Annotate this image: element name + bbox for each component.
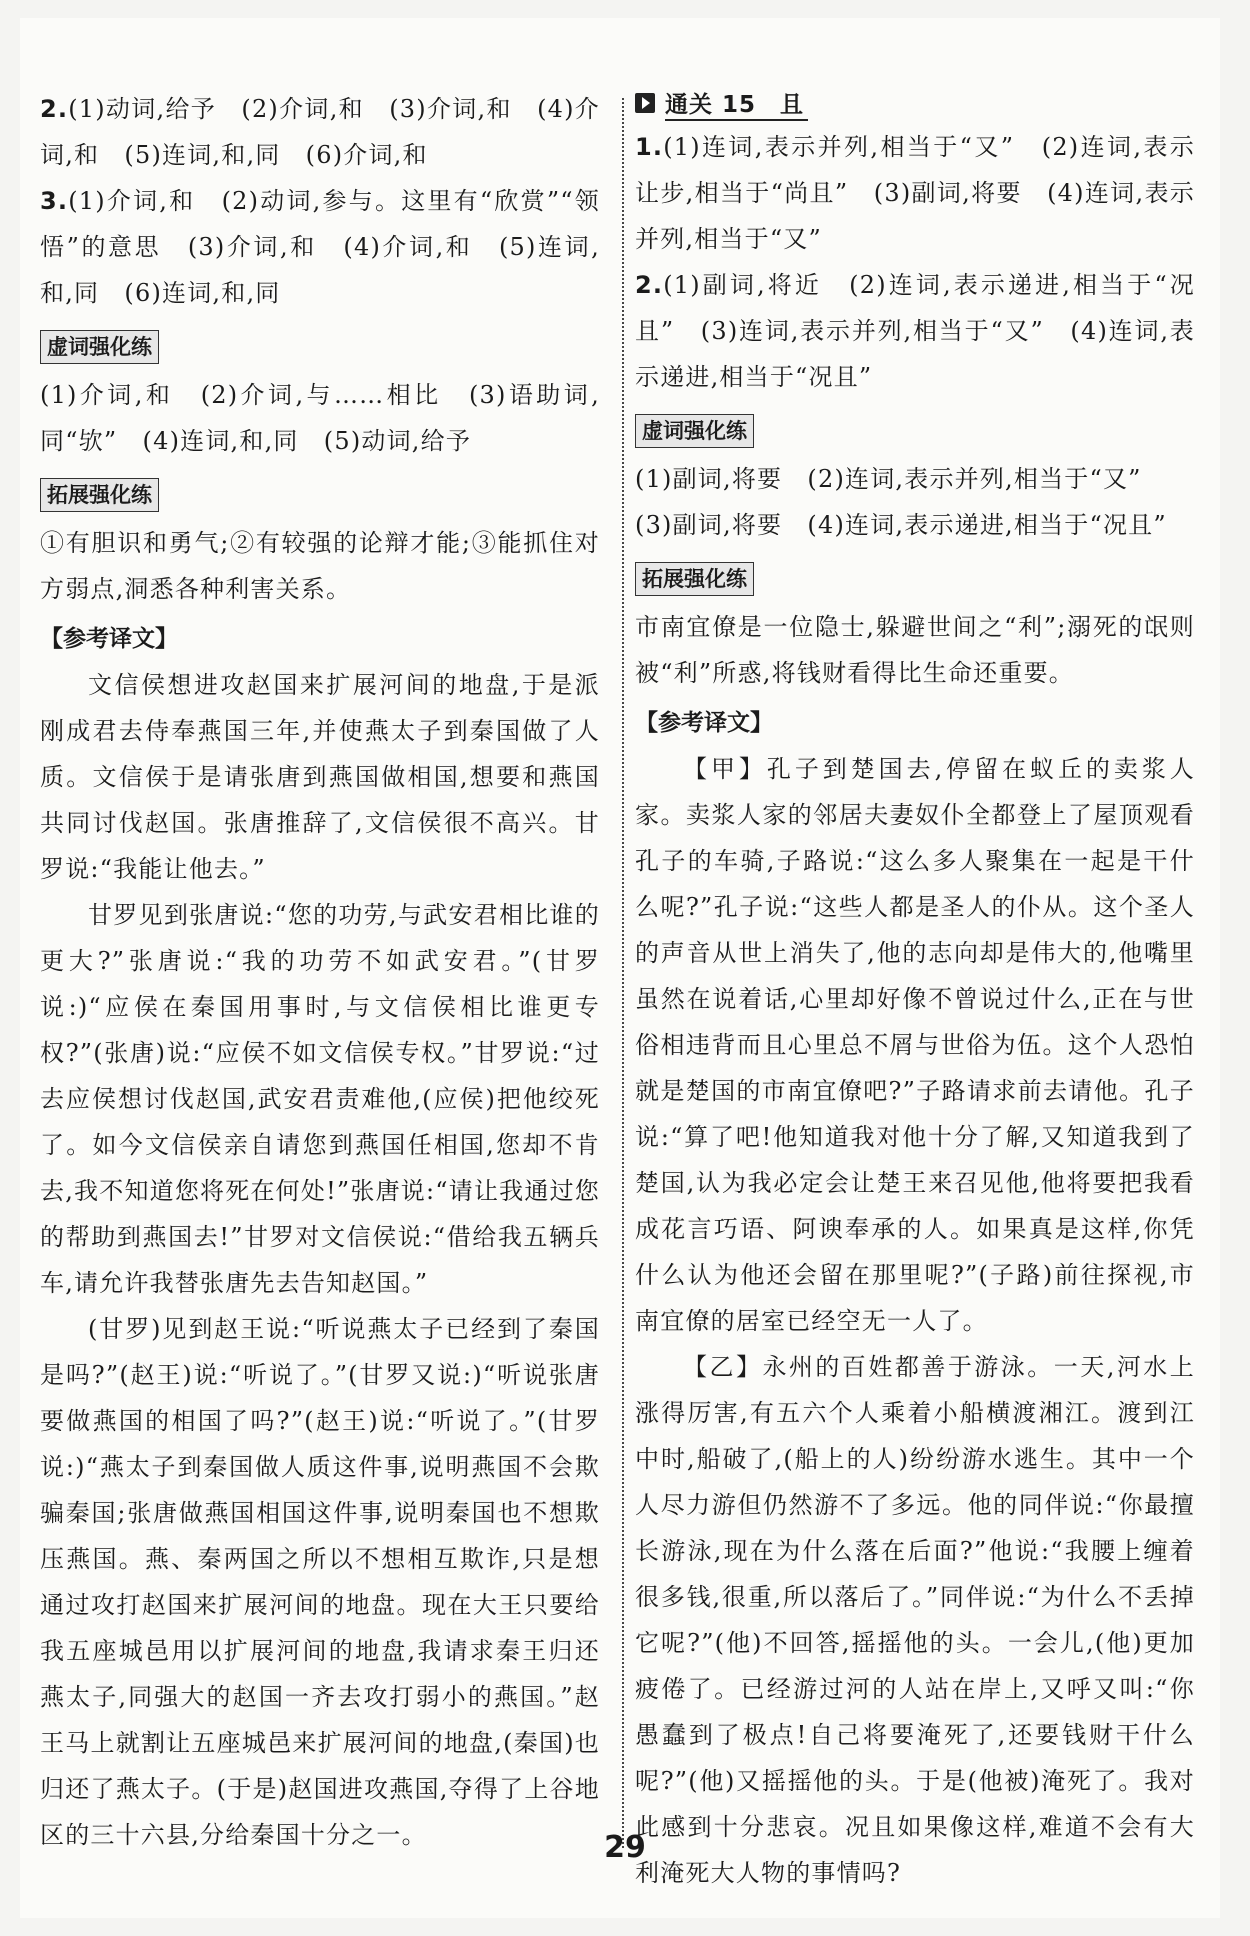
- answer-1: [635, 124, 1195, 262]
- xuci-practice-label: 虚词强化练: [635, 414, 754, 448]
- section-header: [635, 86, 1195, 120]
- play-icon: [635, 93, 655, 113]
- page: [20, 18, 1220, 1918]
- translation-paragraph: 【甲】孔子到楚国去,停留在蚁丘的卖浆人家。卖浆人家的邻居夫妻奴仆全都登上了屋顶观看孔子的车骑,子路说:“这么多人聚集在一起是干什么呢?”孔子说:“这些人都是圣人的仆从。这个圣人的声音从世上消失了,他的志向却是伟大的,他嘴里虽然在说着话,心里却好像不曾说过什么,正在与世俗相违背而且心里总不屑与世俗为伍。这个人恐怕就是楚国的市南宜僚吧?”子路请求前去请他。孔子说:“算了吧!他知道我对他十分了解,又知道我到了楚国,认为我必定会让楚王来召见他,他将要把我看成花言巧语、阿谀奉承的人。如果真是这样,你凭什么认为他还会留在那里呢?”(子路)前往探视,市南宜僚的居室已经空无一人了。: [635, 755, 1195, 1335]
- answer-text: (1)动词,给予 (2)介词,和 (3)介词,和 (4)介词,和 (5)连词,和,同 (6)介词,和: [40, 95, 600, 169]
- answer-text: (1)连词,表示并列,相当于“又” (2)连词,表示让步,相当于“尚且” (3)副词,将要 (4)连词,表示并列,相当于“又”: [635, 133, 1195, 253]
- answer-number: 3.: [40, 187, 69, 215]
- answer-text: (1)副词,将近 (2)连词,表示递进,相当于“况且” (3)连词,表示并列,相当于“又” (4)连词,表示递进,相当于“况且”: [635, 271, 1195, 391]
- answer-number: 2.: [40, 95, 69, 123]
- tuozhan-practice-answer: ①有胆识和勇气;②有较强的论辩才能;③能抓住对方弱点,洞悉各种利害关系。: [40, 529, 600, 603]
- reference-translation-label: 【参考译文】: [40, 626, 178, 652]
- left-column: [40, 86, 600, 1858]
- xuci-practice-answers: (1)介词,和 (2)介词,与……相比 (3)语助词,同“欤” (4)连词,和,同 (5)动词,给予: [40, 381, 600, 455]
- answer-text: (1)介词,和 (2)动词,参与。这里有“欣赏”“领悟”的意思 (3)介词,和 (4)介词,和 (5)连词,和,同 (6)连词,和,同: [40, 187, 600, 307]
- tuozhan-practice-label: 拓展强化练: [635, 562, 754, 596]
- tuozhan-practice-answer: 市南宜僚是一位隐士,躲避世间之“利”;溺死的氓则被“利”所惑,将钱财看得比生命还重要。: [635, 613, 1195, 687]
- xuci-practice-label: 虚词强化练: [40, 330, 159, 364]
- translation-paragraph: 文信侯想进攻赵国来扩展河间的地盘,于是派刚成君去侍奉燕国三年,并使燕太子到秦国做了人质。文信侯于是请张唐到燕国做相国,想要和燕国共同讨伐赵国。张唐推辞了,文信侯很不高兴。甘罗说:“我能让他去。”: [40, 671, 600, 883]
- translation-paragraph: (甘罗)见到赵王说:“听说燕太子已经到了秦国是吗?”(赵王)说:“听说了。”(甘罗又说:)“听说张唐要做燕国的相国了吗?”(赵王)说:“听说了。”(甘罗说:)“燕太子到秦国做人质这件事,说明燕国不会欺骗秦国;张唐做燕国相国这件事,说明秦国也不想欺压燕国。燕、秦两国之所以不想相互欺诈,只是想通过攻打赵国来扩展河间的地盘。现在大王只要给我五座城邑用以扩展河间的地盘,我请求秦王归还燕太子,同强大的赵国一齐去攻打弱小的燕国。”赵王马上就割让五座城邑来扩展河间的地盘,(秦国)也归还了燕太子。(于是)赵国进攻燕国,夺得了上谷地区的三十六县,分给秦国十分之一。: [40, 1315, 600, 1849]
- page-number: 29: [604, 1830, 646, 1865]
- xuci-practice-line: (3)副词,将要 (4)连词,表示递进,相当于“况且”: [635, 511, 1167, 539]
- column-divider: [622, 98, 624, 1848]
- right-column: [635, 86, 1195, 1896]
- answer-2: [40, 86, 600, 178]
- translation-paragraph: 甘罗见到张唐说:“您的功劳,与武安君相比谁的更大?”张唐说:“我的功劳不如武安君。”(甘罗说:)“应侯在秦国用事时,与文信侯相比谁更专权?”(张唐)说:“应侯不如文信侯专权。”甘罗说:“过去应侯想讨伐赵国,武安君责难他,(应侯)把他绞死了。如今文信侯亲自请您到燕国任相国,您却不肯去,我不知道您将死在何处!”张唐说:“请让我通过您的帮助到燕国去!”甘罗对文信侯说:“借给我五辆兵车,请允许我替张唐先去告知赵国。”: [40, 901, 600, 1297]
- reference-translation-label: 【参考译文】: [635, 710, 773, 736]
- tuozhan-practice-label: 拓展强化练: [40, 478, 159, 512]
- answer-number: 2.: [635, 271, 664, 299]
- answer-number: 1.: [635, 133, 664, 161]
- translation-paragraph: 【乙】永州的百姓都善于游泳。一天,河水上涨得厉害,有五六个人乘着小船横渡湘江。渡到江中时,船破了,(船上的人)纷纷游水逃生。其中一个人尽力游但仍然游不了多远。他的同伴说:“你最擅长游泳,现在为什么落在后面?”他说:“我腰上缠着很多钱,很重,所以落后了。”同伴说:“为什么不丢掉它呢?”(他)不回答,摇摇他的头。一会儿,(他)更加疲倦了。已经游过河的人站在岸上,又呼又叫:“你愚蠢到了极点!自己将要淹死了,还要钱财干什么呢?”(他)又摇摇他的头。于是(他被)淹死了。我对此感到十分悲哀。况且如果像这样,难道不会有大利淹死大人物的事情吗?: [635, 1353, 1195, 1887]
- xuci-practice-line: (1)副词,将要 (2)连词,表示并列,相当于“又”: [635, 465, 1142, 493]
- section-title: 通关 15 且: [665, 86, 808, 121]
- answer-2: [635, 262, 1195, 400]
- answer-3: [40, 178, 600, 316]
